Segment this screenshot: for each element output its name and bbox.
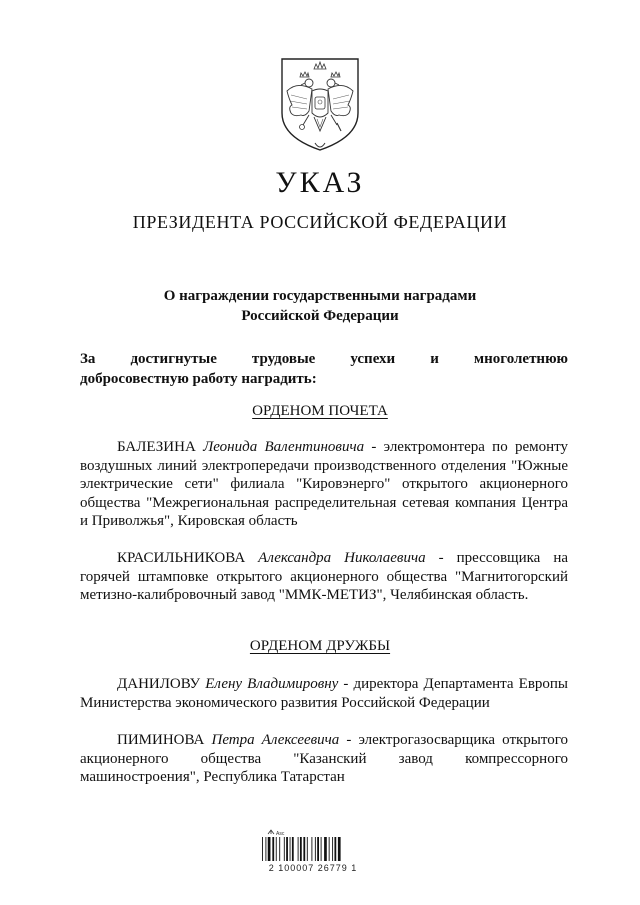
barcode-bar (298, 837, 299, 861)
recipient-description: - прессовщика на горячей штамповке открытого акционерного общества "Магнитогорский метизно-калибровочный завод "ММК-МЕТИЗ", Челябинская область. (80, 550, 568, 604)
decree-intro (80, 349, 568, 389)
coat-of-arms-icon (279, 55, 361, 153)
barcode-number: 2 100007 26779 1 (268, 863, 358, 873)
recipient-given-name: Елену Владимировну (205, 676, 339, 692)
document-title: УКАЗ (275, 166, 365, 199)
barcode-bar (265, 837, 266, 861)
intro-line-1: За достигнутые трудовые успехи и многолетнюю (80, 351, 568, 367)
barcode-bar (311, 837, 312, 861)
recipient-description: - электрогазосварщика открытого акционерного общества "Казанский завод компрессорного машиностроения", Республика Татарстан (80, 732, 569, 786)
barcode-bar (272, 837, 274, 861)
recipient-surname: БАЛЕЗИНА (117, 439, 196, 455)
section-heading-order-of-friendship: ОРДЕНОМ ДРУЖБЫ (249, 638, 391, 654)
subject-line-2: Российской Федерации (241, 308, 399, 324)
barcode-bar (303, 837, 305, 861)
barcode-bar (329, 837, 330, 861)
barcode-bar (292, 837, 294, 861)
recipient-given-name: Александра Николаевича (258, 550, 426, 566)
barcode-bar (279, 837, 280, 861)
barcode-bar (268, 837, 271, 861)
recipient-given-name: Леонида Валентиновича (203, 439, 365, 455)
recipient-description: - директора Департамента Европы Министерства экономического развития Российской Федерации (80, 676, 569, 711)
barcode-bar (324, 837, 327, 861)
barcode-bar (332, 837, 333, 861)
award-entry (80, 675, 568, 712)
award-entry (80, 549, 568, 605)
document-subtitle: ПРЕЗИДЕНТА РОССИЙСКОЙ ФЕДЕРАЦИИ (132, 212, 508, 232)
barcode-bar (284, 837, 285, 861)
recipient-surname: ДАНИЛОВУ (117, 676, 201, 692)
award-entry (80, 731, 568, 787)
subject-line-1: О награждении государственными наградами (163, 288, 477, 304)
barcode-bar (286, 837, 288, 861)
barcode-bar (262, 837, 263, 861)
svg-text:Asc: Asc (276, 831, 285, 837)
recipient-surname: КРАСИЛЬНИКОВА (117, 550, 246, 566)
award-entry (80, 438, 568, 531)
barcode-bar (321, 837, 322, 861)
decree-subject (0, 286, 640, 326)
barcode-bar (307, 837, 308, 861)
recipient-description: - электромонтера по ремонту воздушных линий электропередачи производственного отделения "Южные электрические сети" филиала "Кировэнерго" открытого акционерного общества "Межрегиональная распределительная сетевая компания Центра и Приволжья", Кировская область (80, 439, 569, 530)
intro-line-2: добросовестную работу наградить: (80, 371, 317, 387)
barcode-bar (317, 837, 319, 861)
recipient-given-name: Петра Алексеевича (211, 732, 340, 748)
barcode-bar (300, 837, 302, 861)
recipient-surname: ПИМИНОВА (117, 732, 205, 748)
barcode-bar (338, 837, 341, 861)
barcode-bar (290, 837, 291, 861)
barcode-bar (276, 837, 277, 861)
section-heading-order-of-honor: ОРДЕНОМ ПОЧЕТА (252, 403, 388, 419)
barcode-bar (334, 837, 336, 861)
barcode-bar (315, 837, 316, 861)
